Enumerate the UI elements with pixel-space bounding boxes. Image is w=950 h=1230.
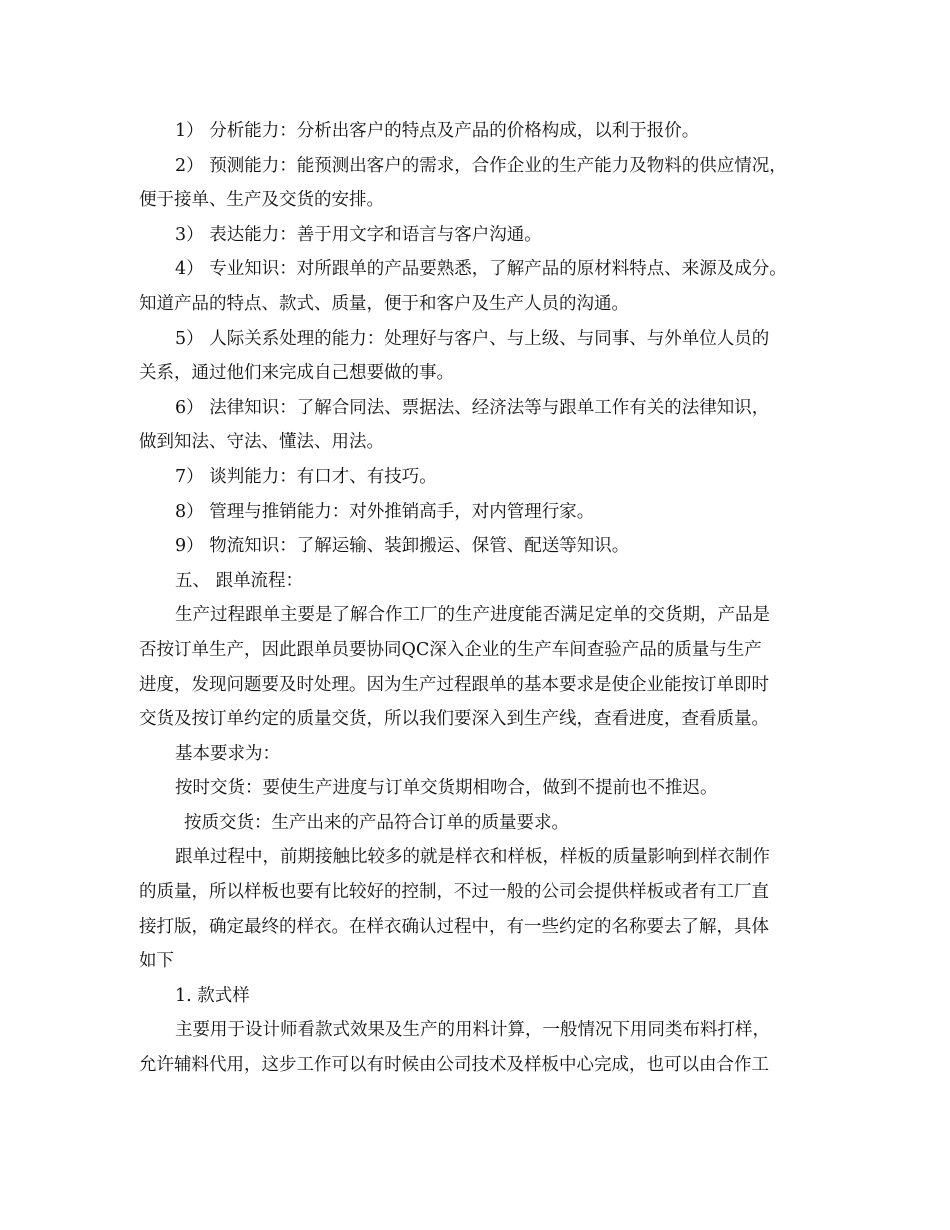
text-line: 否按订单生产，因此跟单员要协同QC深入企业的生产车间查验产品的质量与生产 bbox=[139, 639, 762, 660]
text-line: 允许辅料代用，这步工作可以有时候由公司技术及样板中心完成，也可以由合作工 bbox=[139, 1055, 769, 1076]
text-line: 知道产品的特点、款式、质量，便于和客户及生产人员的沟通。 bbox=[139, 293, 629, 314]
text-line: 交货及按订单约定的质量交货，所以我们要深入到生产线，查看进度，查看质量。 bbox=[139, 709, 769, 730]
text-line: 9） 物流知识：了解运输、装卸搬运、保管、配送等知识。 bbox=[175, 536, 630, 557]
text-line: 做到知法、守法、懂法、用法。 bbox=[139, 432, 384, 453]
text-line: 4） 专业知识：对所跟单的产品要熟悉，了解产品的原材料特点、来源及成分。 bbox=[175, 259, 787, 280]
text-line: 5） 人际关系处理的能力：处理好与客户、与上级、与同事、与外单位人员的 bbox=[175, 328, 770, 349]
text-line: 跟单过程中，前期接触比较多的就是样衣和样板，样板的质量影响到样衣制作 bbox=[175, 847, 770, 868]
text-line: 7） 谈判能力：有口才、有技巧。 bbox=[175, 466, 437, 487]
text-line: 五、 跟单流程： bbox=[175, 570, 304, 591]
text-line: 便于接单、生产及交货的安排。 bbox=[139, 190, 384, 211]
text-line: 进度，发现问题要及时处理。因为生产过程跟单的基本要求是使企业能按订单即时 bbox=[139, 674, 769, 695]
text-line: 主要用于设计师看款式效果及生产的用料计算，一般情况下用同类布料打样， bbox=[175, 1020, 770, 1041]
text-line: 生产过程跟单主要是了解合作工厂的生产进度能否满足定单的交货期，产品是 bbox=[175, 605, 770, 626]
text-line: 按时交货：要使生产进度与订单交货期相吻合，做到不提前也不推迟。 bbox=[175, 778, 718, 799]
text-line: 按质交货：生产出来的产品符合订单的质量要求。 bbox=[184, 812, 569, 833]
text-line: 8） 管理与推销能力：对外推销高手，对内管理行家。 bbox=[175, 501, 595, 522]
text-line: 1） 分析能力：分析出客户的特点及产品的价格构成，以利于报价。 bbox=[175, 121, 700, 141]
text-line: 6） 法律知识：了解合同法、票据法、经济法等与跟单工作有关的法律知识， bbox=[175, 397, 770, 418]
text-line: 3） 表达能力：善于用文字和语言与客户沟通。 bbox=[175, 224, 542, 245]
text-line: 2） 预测能力：能预测出客户的需求，合作企业的生产能力及物料的供应情况， bbox=[175, 155, 787, 176]
text-line: 如下 bbox=[139, 951, 174, 972]
text-line: 的质量，所以样板也要有比较好的控制，不过一般的公司会提供样板或者有工厂直 bbox=[139, 882, 769, 903]
text-line: 基本要求为： bbox=[175, 743, 280, 764]
text-line: 1. 款式样 bbox=[175, 985, 250, 1006]
text-line: 关系，通过他们来完成自己想要做的事。 bbox=[139, 363, 454, 384]
document-body bbox=[139, 114, 819, 1083]
text-line: 接打版，确定最终的样衣。在样衣确认过程中，有一些约定的名称要去了解，具体 bbox=[139, 916, 769, 937]
